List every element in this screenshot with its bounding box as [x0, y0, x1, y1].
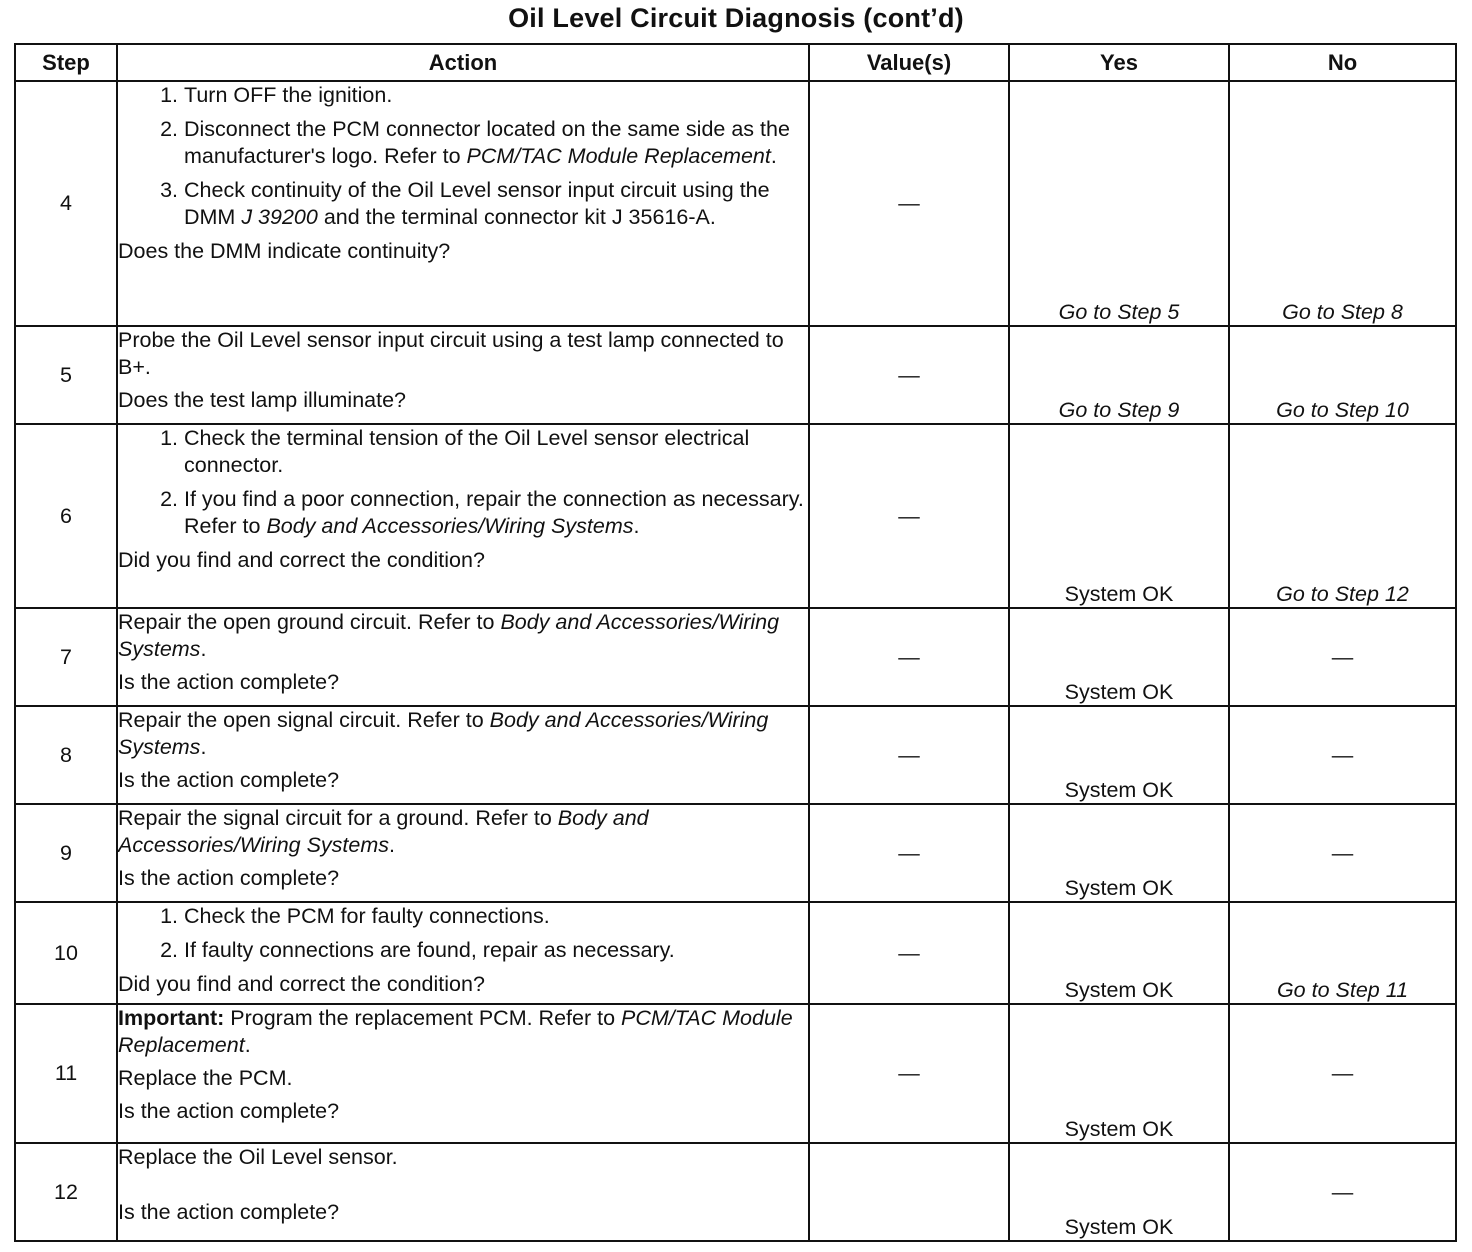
- no-cell: [1229, 608, 1456, 706]
- yes-cell: System OK: [1009, 608, 1229, 706]
- action-cell: [117, 706, 809, 804]
- action-cell: [117, 1143, 809, 1241]
- item-text: Turn OFF the ignition.: [184, 83, 393, 107]
- step-number: 8: [15, 706, 117, 804]
- list-item: [118, 177, 808, 231]
- value-cell: [809, 902, 1009, 1004]
- question-text: Is the action complete?: [118, 768, 340, 792]
- item-number: 2.: [160, 487, 178, 511]
- item-text: [184, 177, 808, 231]
- question-text: Does the test lamp illuminate?: [118, 388, 407, 412]
- item-text: [184, 116, 808, 170]
- yes-cell: System OK: [1009, 804, 1229, 902]
- action-cell: [117, 804, 809, 902]
- action-cell: [117, 902, 809, 1004]
- action-text-end: .: [200, 735, 207, 759]
- step-number: 12: [15, 1143, 117, 1241]
- table-row: [15, 81, 1456, 326]
- table-row: [15, 326, 1456, 424]
- table-row: [15, 424, 1456, 608]
- list-item: [118, 937, 808, 964]
- value-cell: [809, 1143, 1009, 1241]
- question-text: Is the action complete?: [118, 1200, 340, 1224]
- dash: —: [1331, 644, 1354, 669]
- table-row: [15, 706, 1456, 804]
- item-text-plain: Disconnect the PCM connector located on the same side as the manufacturer's logo. Refer to: [184, 117, 790, 168]
- reference-link: Body and Accessories/Wiring Systems: [118, 806, 649, 857]
- action-text: [118, 707, 808, 761]
- step-number: 9: [15, 804, 117, 902]
- action-text: [118, 805, 808, 859]
- action-text-2: Replace the PCM.: [118, 1066, 293, 1090]
- value-cell: [809, 424, 1009, 608]
- list-item: [118, 82, 808, 109]
- yes-cell: Go to Step 5: [1009, 81, 1229, 326]
- item-text-plain: Check continuity of the Oil Level sensor input circuit using the DMM: [184, 178, 770, 229]
- yes-cell: System OK: [1009, 1004, 1229, 1143]
- value-cell: [809, 1004, 1009, 1143]
- action-cell: [117, 1004, 809, 1143]
- action-text-plain: Repair the open ground circuit. Refer to: [118, 610, 501, 634]
- item-text: If faulty connections are found, repair as necessary.: [184, 938, 675, 962]
- important-label: Important:: [118, 1006, 225, 1030]
- table-row: [15, 804, 1456, 902]
- list-item: [118, 486, 808, 540]
- step-number: 7: [15, 608, 117, 706]
- action-text: Replace the Oil Level sensor.: [118, 1145, 398, 1169]
- yes-cell: System OK: [1009, 902, 1229, 1004]
- item-text-end: and the terminal connector kit J 35616-A.: [317, 205, 716, 229]
- step-number: 4: [15, 81, 117, 326]
- step-number: 6: [15, 424, 117, 608]
- action-cell: [117, 424, 809, 608]
- question-text: Is the action complete?: [118, 866, 340, 890]
- reference-link: PCM/TAC Module Replacement: [466, 144, 771, 168]
- dash: —: [898, 1061, 920, 1085]
- dash: —: [1331, 1061, 1354, 1085]
- item-text: Check the PCM for faulty connections.: [184, 904, 550, 928]
- action-text-end: .: [244, 1033, 251, 1057]
- item-text-plain: If you find a poor connection, repair the connection as necessary. Refer to: [184, 487, 804, 538]
- yes-cell: System OK: [1009, 424, 1229, 608]
- table-row: [15, 608, 1456, 706]
- dash: —: [898, 503, 920, 528]
- no-cell: Go to Step 12: [1229, 424, 1456, 608]
- step-number: 5: [15, 326, 117, 424]
- item-text-end: .: [770, 144, 777, 168]
- question-text: Is the action complete?: [118, 1099, 340, 1123]
- item-number: 3.: [160, 178, 178, 202]
- page-title: Oil Level Circuit Diagnosis (cont’d): [508, 3, 964, 33]
- tool-reference: J 39200: [241, 205, 318, 229]
- action-cell: [117, 608, 809, 706]
- dash: —: [898, 191, 920, 215]
- yes-cell: System OK: [1009, 706, 1229, 804]
- no-cell: Go to Step 10: [1229, 326, 1456, 424]
- header-no: No: [1229, 44, 1456, 81]
- no-cell: Go to Step 8: [1229, 81, 1456, 326]
- action-text-plain: Repair the open signal circuit. Refer to: [118, 708, 490, 732]
- item-number: 1.: [160, 83, 178, 107]
- action-cell: [117, 81, 809, 326]
- item-number: 2.: [160, 938, 178, 962]
- dash: —: [1331, 1179, 1354, 1204]
- action-text-end: .: [389, 833, 395, 857]
- value-cell: [809, 706, 1009, 804]
- list-item: [118, 425, 808, 479]
- list-item: [118, 903, 808, 930]
- header-step: Step: [15, 44, 117, 81]
- value-cell: [809, 608, 1009, 706]
- dash: —: [1331, 840, 1354, 865]
- reference-link: Body and Accessories/Wiring Systems: [118, 708, 769, 759]
- item-number: 2.: [160, 117, 178, 141]
- header-row: [15, 44, 1456, 81]
- list-item: [118, 116, 808, 170]
- value-cell: [809, 804, 1009, 902]
- no-cell: [1229, 706, 1456, 804]
- question-text: Is the action complete?: [118, 670, 340, 694]
- value-cell: [809, 81, 1009, 326]
- reference-link: Body and Accessories/Wiring Systems: [266, 514, 634, 538]
- table-row: [15, 902, 1456, 1004]
- dash: —: [898, 840, 920, 865]
- dash: —: [898, 644, 920, 669]
- action-text: Probe the Oil Level sensor input circuit using a test lamp connected to B+.: [118, 328, 784, 379]
- table-row: [15, 1004, 1456, 1143]
- reference-link: Body and Accessories/Wiring Systems: [118, 610, 780, 661]
- item-text: [184, 486, 808, 540]
- header-values: Value(s): [809, 44, 1009, 81]
- yes-cell: System OK: [1009, 1143, 1229, 1241]
- yes-cell: Go to Step 9: [1009, 326, 1229, 424]
- no-cell: Go to Step 11: [1229, 902, 1456, 1004]
- item-number: 1.: [160, 426, 178, 450]
- table-row: [15, 1143, 1456, 1241]
- action-text-plain: Program the replacement PCM. Refer to: [224, 1006, 622, 1030]
- item-text-end: .: [633, 514, 640, 538]
- dash: —: [898, 362, 920, 387]
- step-number: 11: [15, 1004, 117, 1143]
- item-number: 1.: [160, 904, 178, 928]
- dash: —: [898, 742, 920, 767]
- no-cell: [1229, 804, 1456, 902]
- action-cell: [117, 326, 809, 424]
- question-text: Did you find and correct the condition?: [118, 548, 485, 572]
- diagnosis-table: [14, 43, 1457, 1242]
- action-text: [118, 609, 808, 663]
- dash: —: [898, 940, 920, 965]
- question-text: Does the DMM indicate continuity?: [118, 239, 451, 263]
- no-cell: [1229, 1004, 1456, 1143]
- no-cell: [1229, 1143, 1456, 1241]
- reference-link: PCM/TAC Module Replacement: [118, 1006, 793, 1057]
- header-yes: Yes: [1009, 44, 1229, 81]
- step-number: 10: [15, 902, 117, 1004]
- spacer: [118, 1177, 808, 1199]
- action-text-end: .: [200, 637, 207, 661]
- action-text: [118, 1005, 808, 1059]
- value-cell: [809, 326, 1009, 424]
- question-text: Did you find and correct the condition?: [118, 972, 485, 996]
- header-action: Action: [117, 44, 809, 81]
- item-text: Check the terminal tension of the Oil Level sensor electrical connector.: [184, 426, 750, 477]
- action-text-plain: Repair the signal circuit for a ground. Refer to: [118, 806, 558, 830]
- dash: —: [1331, 742, 1354, 767]
